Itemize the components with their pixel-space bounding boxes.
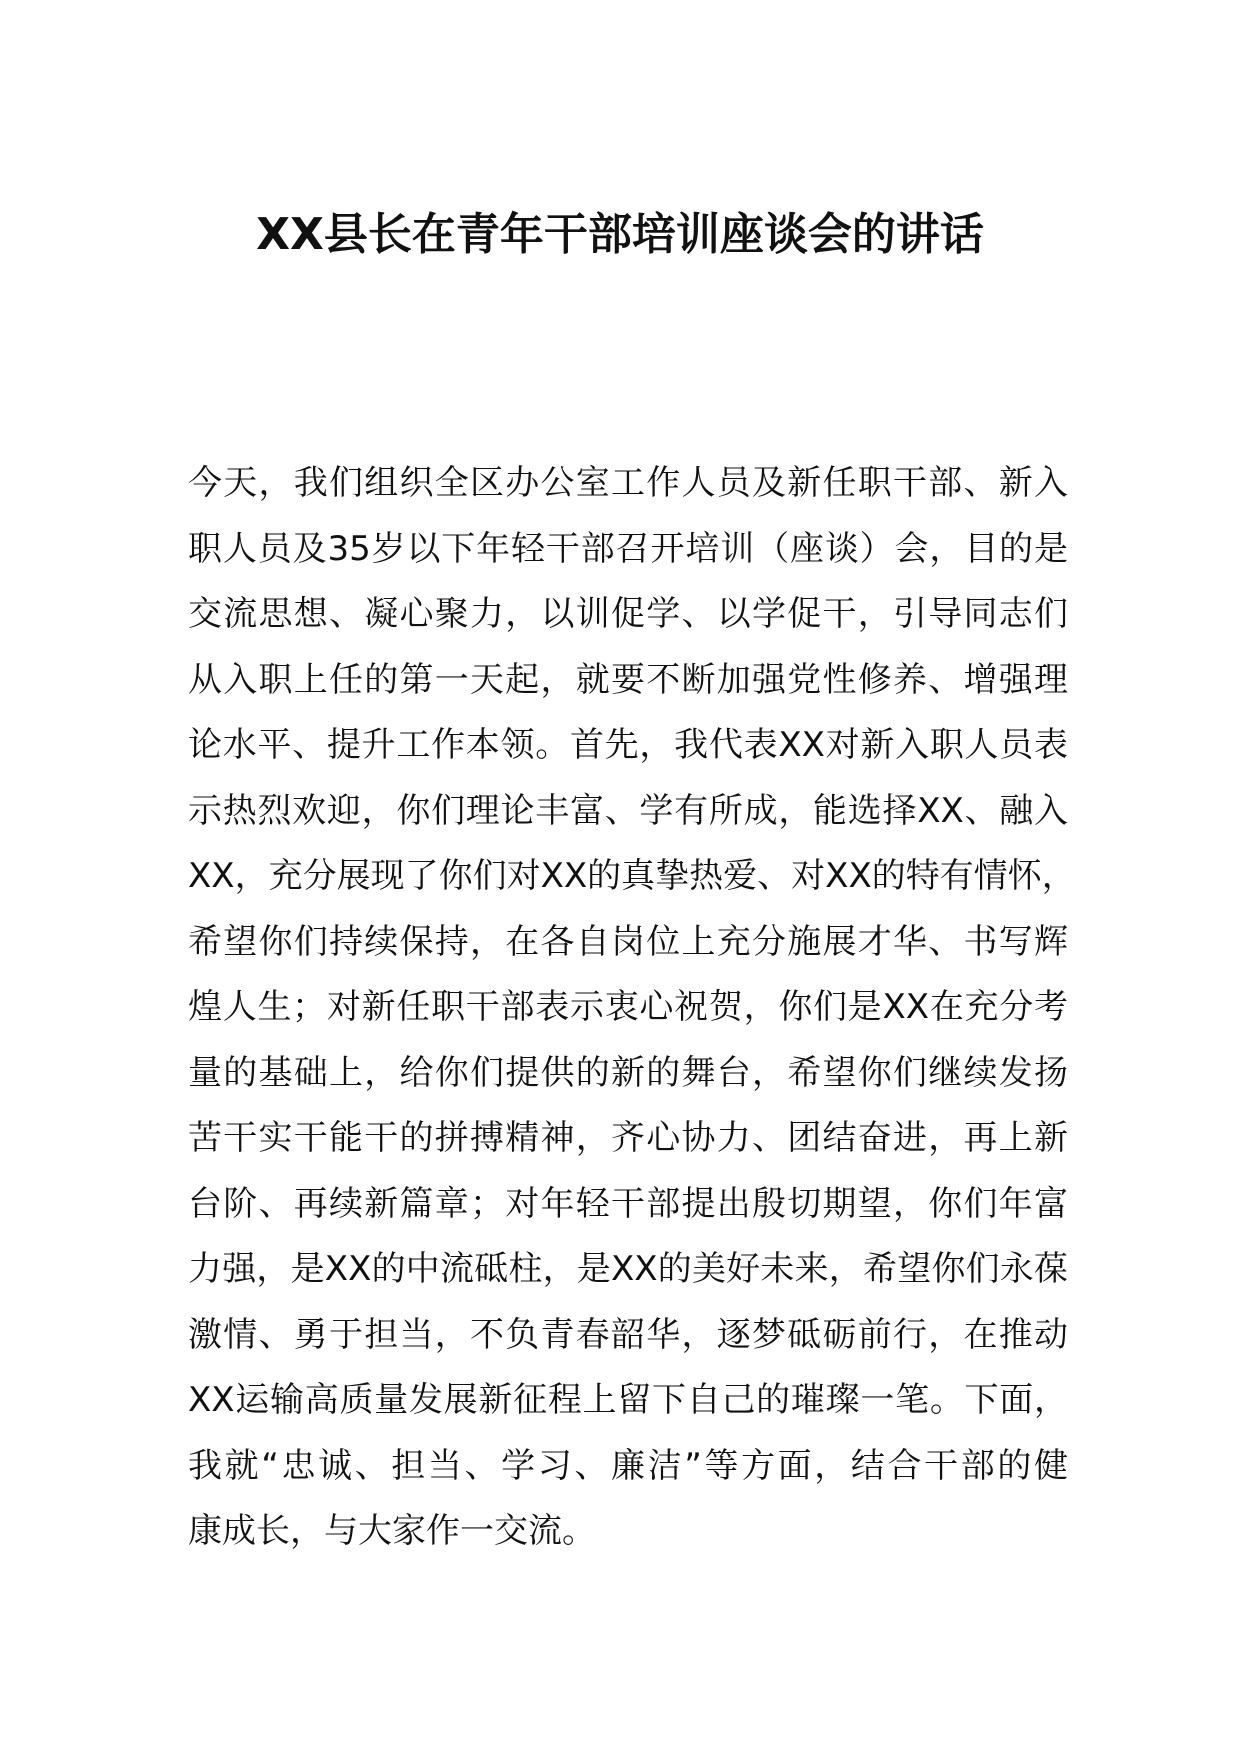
- paragraph-line: 希望你们持续保持，在各自岗位上充分施展才华、书写辉: [188, 921, 1068, 962]
- paragraph-line: 从入职上任的第一天起，就要不断加强党性修养、增强理: [188, 659, 1068, 700]
- paragraph-line: 示热烈欢迎，你们理论丰富、学有所成，能选择XX、融入: [188, 790, 1068, 831]
- paragraph-line: 激情、勇于担当，不负青春韶华，逐梦砥砺前行，在推动: [188, 1314, 1068, 1355]
- paragraph-line: XX运输高质量发展新征程上留下自己的璀璨一笔。下面，: [188, 1380, 1068, 1420]
- paragraph-line: 量的基础上，给你们提供的新的舞台，希望你们继续发扬: [188, 1052, 1068, 1093]
- paragraph-line: 苦干实干能干的拼搏精神，齐心协力、团结奋进，再上新: [188, 1118, 1068, 1158]
- paragraph-line: 康成长，与大家作一交流。: [188, 1511, 596, 1551]
- paragraph-line: 台阶、再续新篇章；对年轻干部提出殷切期望，你们年富: [188, 1183, 1068, 1224]
- speech-paragraph: [188, 451, 1076, 1565]
- paragraph-line: 我就“忠诚、担当、学习、廉洁”等方面，结合干部的健: [188, 1445, 1068, 1486]
- paragraph-line: 煌人生；对新任职干部表示衷心祝贺，你们是XX在充分考: [188, 987, 1068, 1027]
- paragraph-line: 力强，是XX的中流砥柱，是XX的美好未来，希望你们永葆: [188, 1249, 1068, 1289]
- paragraph-line: 交流思想、凝心聚力，以训促学、以学促干，引导同志们: [188, 594, 1068, 634]
- paragraph-line: 今天，我们组织全区办公室工作人员及新任职干部、新入: [188, 463, 1068, 503]
- paragraph-line: 职人员及35岁以下年轻干部召开培训（座谈）会，目的是: [188, 528, 1068, 569]
- paragraph-line: 论水平、提升工作本领。首先，我代表XX对新入职人员表: [188, 725, 1068, 765]
- paragraph-line: XX，充分展现了你们对XX的真挚热爱、对XX的特有情怀，: [188, 856, 1076, 896]
- document-title: XX县长在青年干部培训座谈会的讲话: [256, 209, 984, 260]
